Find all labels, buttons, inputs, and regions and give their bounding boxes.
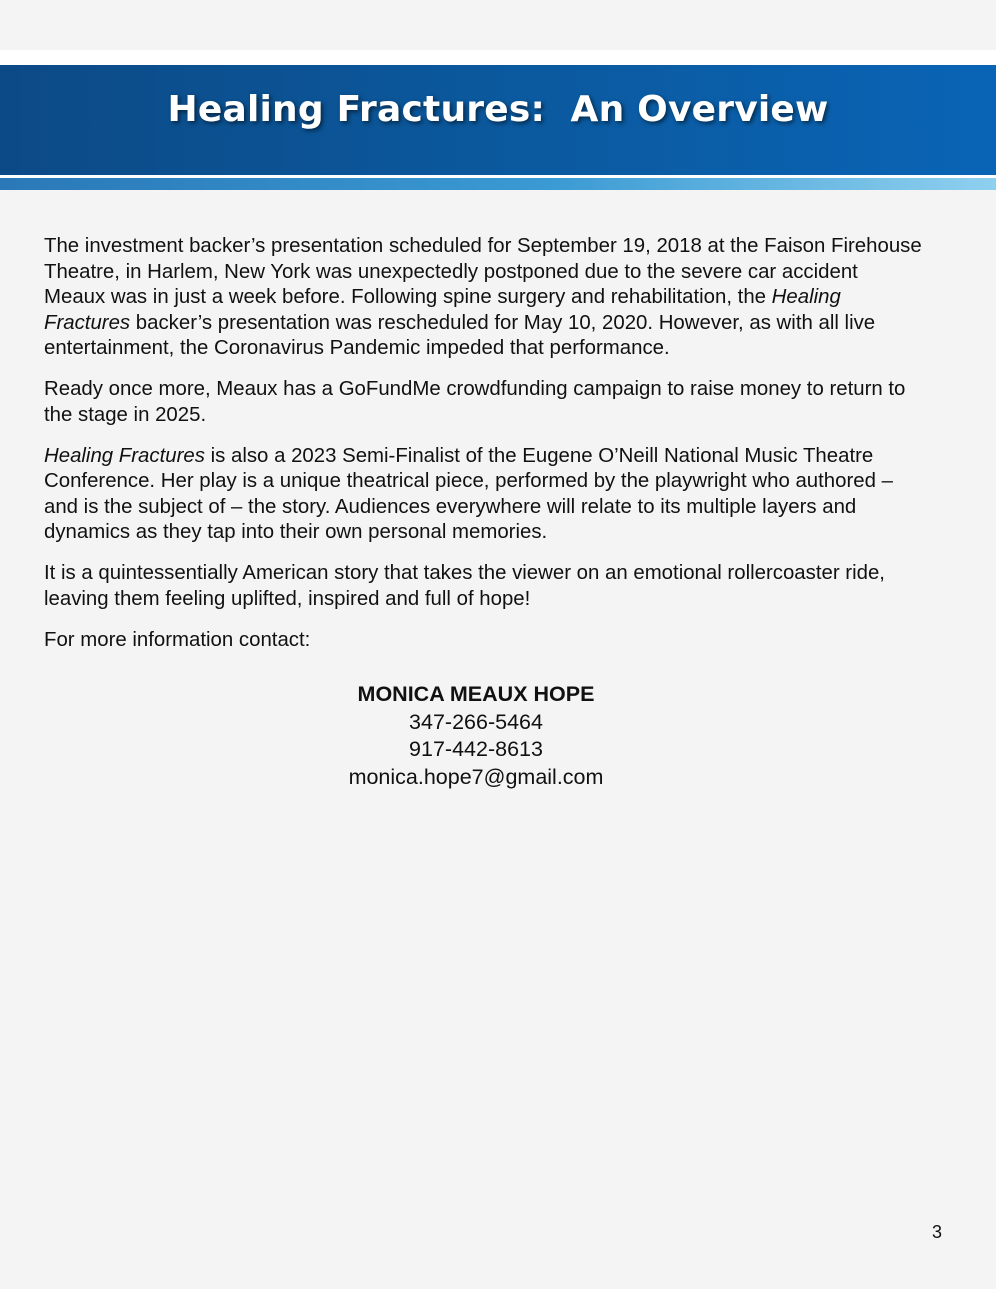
paragraph-postponement xyxy=(44,234,924,362)
contact-phone-1: 347-266-5464 xyxy=(409,709,543,734)
overview-body xyxy=(44,234,924,653)
contact-phone-2: 917-442-8613 xyxy=(409,737,543,761)
title-banner xyxy=(0,65,996,175)
paragraph-story: It is a quintessentially American story that takes the viewer on an emotional rollercoaster ride, leaving them feeling uplifted, inspired and full of hope! xyxy=(44,562,885,610)
contact-email: monica.hope7@gmail.com xyxy=(348,764,604,789)
paragraph-gofundme: Ready once more, Meaux has a GoFundMe crowdfunding campaign to raise money to return to the stage in 2025. xyxy=(44,378,906,426)
page-number: 3 xyxy=(932,1222,943,1242)
contact-block xyxy=(0,681,952,791)
page-title: Healing Fractures: An Overview xyxy=(167,88,829,130)
header-white-strip xyxy=(0,50,996,65)
play-title-italic: Healing Fractures xyxy=(44,444,205,467)
paragraph-text: is also a 2023 Semi-Finalist of the Eugene O’Neill National Music Theatre Conference. Her play is a unique theatrical piece, performed by the playwright who authored – and is the subject of – the story. Audiences everywhere will relate to its multiple layers and dynamics as they tap into their own personal memories. xyxy=(44,444,893,543)
paragraph-semifinalist xyxy=(44,444,924,546)
top-margin xyxy=(0,0,996,50)
paragraph-text: backer’s presentation was rescheduled for May 10, 2020. However, as with all live entertainment, the Coronavirus Pandemic impeded that performance. xyxy=(44,311,876,359)
paragraph-text: The investment backer’s presentation scheduled for September 19, 2018 at the Faison Firehouse Theatre, in Harlem, New York was unexpectedly postponed due to the severe car accident Meaux was in just a week before. Following spine surgery and rehabilitation, the xyxy=(44,235,922,308)
banner-accent-stripe xyxy=(0,178,996,190)
contact-name: MONICA MEAUX HOPE xyxy=(357,682,595,706)
play-title-italic: Healing Fractures xyxy=(44,286,841,334)
paragraph-contact-intro: For more information contact: xyxy=(44,628,311,651)
